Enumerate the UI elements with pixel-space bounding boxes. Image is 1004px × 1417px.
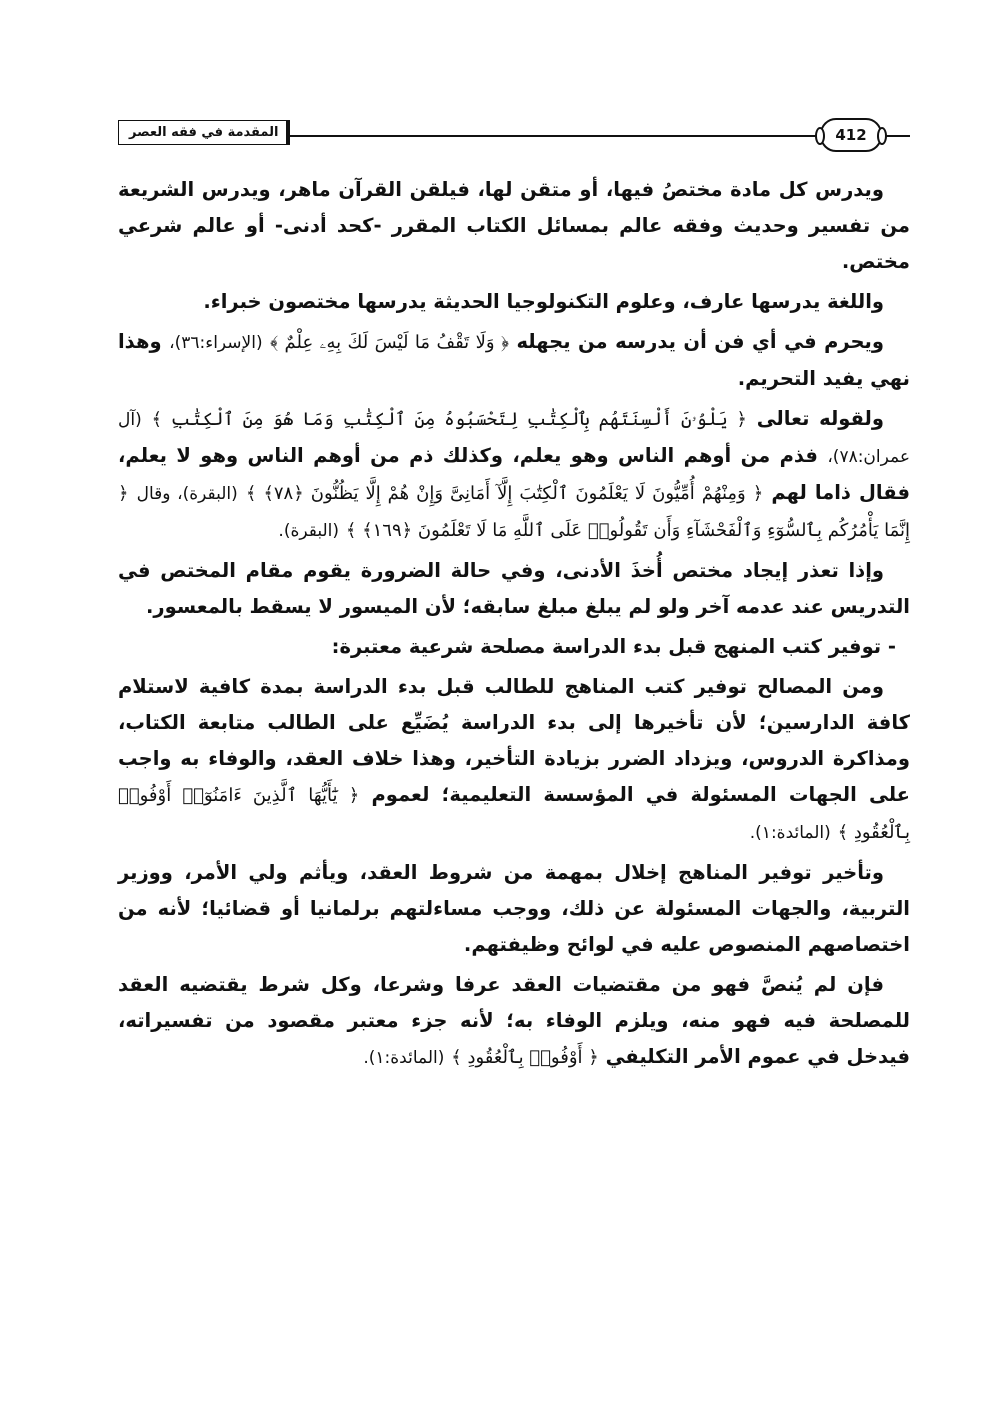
quran-verse: ﴿ يَٰٓأَيُّهَا ٱلَّذِينَ ءَامَنُوٓا۟ أَوْفُوا۟ بِٱلْعُقُودِ ﴾ (118, 785, 910, 843)
paragraph (118, 401, 910, 549)
paragraph-text: ويحرم في أي فن أن يدرسه من يجهله (516, 330, 885, 353)
verse-reference: (المائدة:١). (749, 823, 831, 843)
paragraph (118, 324, 910, 397)
paragraph-text: ولقوله تعالى (756, 407, 884, 430)
verse-reference: (آل عمران:٧٨)، (118, 410, 910, 467)
paragraph-text: ومن المصالح توفير كتب المناهج للطالب قبل بدء الدراسة بمدة كافية لاستلام كافة الدارسين؛ لأن تأخيرها إلى بدء الدراسة يُضَيِّع على الطالب متابعة الكتاب، ومذاكرة الدروس، ويزداد الضرر بزيادة التأخير، وهذا خلاف العقد، والوفاء به واجب على الجهات المسئولة في المؤسسة التعليمية؛ لعموم (118, 675, 910, 806)
book-title: المقدمة في فقه العصر (118, 120, 290, 145)
quran-verse: ﴿ إِنَّمَا يَأْمُرُكُم بِٱلسُّوٓءِ وَٱلْفَحْشَآءِ وَأَن تَقُولُوا۟ عَلَى ٱللَّهِ مَا لَا تَعْلَمُونَ ﴿١٦٩﴾ ﴾ (118, 483, 910, 541)
paragraph (118, 553, 910, 625)
quran-verse: ﴿ يَلْوُۥنَ أَلْسِنَتَهُم بِٱلْكِتَٰبِ لِتَحْسَبُوهُ مِنَ ٱلْكِتَٰبِ وَمَا هُوَ مِنَ ٱلْكِتَٰبِ ﴾ (151, 409, 747, 430)
paragraph-text: ويدرس كل مادة مختصُ فيها، أو متقن لها، فيلقن القرآن ماهر، ويدرس الشريعة من تفسير وحديث وفقه عالم بمسائل الكتاب المقرر -كحد أدنى- أو عالم شرعي مختص. (118, 178, 910, 273)
paragraph (118, 855, 910, 963)
quran-verse: ﴿ وَمِنْهُمْ أُمِّيُّونَ لَا يَعْلَمُونَ ٱلْكِتَٰبَ إِلَّآ أَمَانِىَّ وَإِنْ هُمْ إِلَّا يَظُنُّونَ ﴿٧٨﴾ ﴾ (245, 483, 764, 504)
page-body (118, 172, 910, 1080)
paragraph-text: وتأخير توفير المناهج إخلال بمهمة من شروط العقد، ويأثم ولي الأمر، ووزير التربية، والجهات المسئولة عن ذلك، ووجب مساءلتهم برلمانيا أو قضائيا؛ لأنه من اختصاصهم المنصوص عليه في لوائح وظيفتهم. (118, 861, 910, 956)
quran-verse: ﴿ أَوْفُوا۟ بِٱلْعُقُودِ ﴾ (451, 1047, 599, 1068)
paragraph (118, 172, 910, 280)
paragraph (118, 967, 910, 1076)
paragraph-text: فذم من أوهم الناس وهو يعلم، وكذلك ذم من أوهم الناس وهو لا يعلم، فقال ذاما لهم (118, 444, 910, 504)
section-heading-text: - توفير كتب المنهج قبل بدء الدراسة مصلحة شرعية معتبرة: (331, 635, 896, 658)
page-header (118, 118, 910, 148)
paragraph-text: وهذا نهي يفيد التحريم. (118, 330, 910, 390)
paragraph-text: وإذا تعذر إيجاد مختص أُخذَ الأدنى، وفي حالة الضرورة يقوم مقام المختص في التدريس عند عدمه آخر ولو لم يبلغ مبلغ سابقه؛ لأن الميسور لا يسقط بالمعسور. (118, 559, 910, 618)
section-heading (118, 629, 910, 665)
paragraph (118, 284, 910, 320)
quran-verse: ﴿ وَلَا تَقْفُ مَا لَيْسَ لَكَ بِهِۦ عِلْمٌ ﴾ (270, 332, 509, 353)
paragraph-text: فإن لم يُنصَّ فهو من مقتضيات العقد عرفا وشرعا، وكل شرط يقتضيه العقد للمصلحة فيه فهو منه، ويلزم الوفاء به؛ لأنه جزء معتبر مقصود من تفسيراته، فيدخل في عموم الأمر التكليفي (118, 973, 910, 1068)
paragraph-text: واللغة يدرسها عارف، وعلوم التكنولوجيا الحديثة يدرسها مختصون خبراء. (203, 290, 884, 313)
verse-reference: (المائدة:١). (363, 1048, 445, 1068)
verse-reference: (البقرة). (278, 521, 340, 541)
paragraph (118, 669, 910, 851)
verse-reference: (البقرة)، وقال (136, 484, 238, 504)
page-number: 412 (820, 118, 882, 152)
verse-reference: (الإسراء:٣٦)، (169, 333, 263, 353)
